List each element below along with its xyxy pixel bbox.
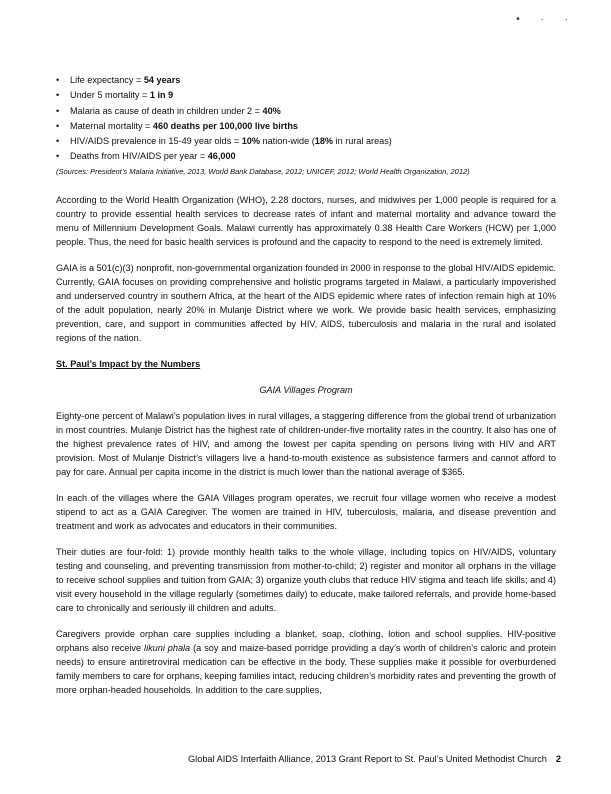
paragraph-caregivers: In each of the villages where the GAIA Villages program operates, we recruit four village women who receive a modest stipend to act as a GAIA Caregiver. The women are trained in HIV, tuberculosis, malaria, and disease prevention and treatment and work as advocates and educators in their communities.	[56, 492, 556, 531]
paragraph-rural: Eighty-one percent of Malawi’s population lives in rural villages, a staggering difference from the global trend of urbanization in most countries. Mulanje District has the highest rate of children-under-five mortality rates in the country. It also has one of the highest prevalence rates of HIV, and among the lowest per capita spending on persons living with HIV and ART provision. Most of Mulanje District’s villagers live a hand-to-mouth existence as subsistence farmers and cannot afford to pay for care. Annual per capita income in the district is much lower than the national average of $365.	[56, 410, 556, 477]
paragraph-gaia: GAIA is a 501(c)(3) nonprofit, non-governmental organization founded in 2000 in response to the global HIV/AIDS epidemic. Currently, GAIA focuses on providing comprehensive and holistic programs targeted in Malawi, a particularly impoverished and underserved country in southern Africa, at the heart of the AIDS epidemic where rates of infection remain high at 10% of the adult population, nearly 20% in Mulanje District where we work. We provide basic health services, emphasizing prevention, care, and support in communities affected by HIV, AIDS, tuberculosis and malaria in the rural and isolated regions of the nation.	[56, 262, 556, 343]
page-content	[56, 73, 556, 709]
stat-under5-mortality: • Under 5 mortality = 1 in 9	[70, 88, 556, 102]
stat-hiv-deaths: • Deaths from HIV/AIDS per year = 46,000	[70, 149, 556, 163]
paragraph-who: According to the World Health Organization (WHO), 2.28 doctors, nurses, and midwives per 1,000 people is required for a country to provide essential health services to decrease rates of infant and maternal mortality and advance toward the menu of Millennium Development Goals. Malawi currently has approximately 0.38 Health Care Workers (HCW) per 1,000 people. Thus, the need for basic health services is profound and the capacity to respond to the need is extremely limited.	[56, 194, 556, 247]
stat-maternal-mortality: • Maternal mortality = 460 deaths per 100,000 live births	[70, 119, 556, 133]
paragraph-duties: Their duties are four-fold: 1) provide monthly health talks to the whole village, including topics on HIV/AIDS, voluntary testing and counseling, and preventing transmission from mother-to-child; 2) register and monitor all orphans in the village to receive school supplies and tuition from GAIA; 3) organize youth clubs that reduce HIV stigma and teach life skills; and 4) visit every household in the village regularly (sometimes daily) to educate, make tailored referrals, and provide home-based care to chronically and seriously ill children and adults.	[56, 546, 556, 613]
page-footer	[188, 754, 561, 764]
corner-marks: • · ·	[516, 14, 577, 25]
paragraph-supplies: Caregivers provide orphan care supplies including a blanket, soap, clothing, lotion and school supplies. HIV-positive orphans also receive likuni phala (a soy and maize-based porridge providing a day’s worth of children’s caloric and protein needs) to ensure antiretroviral medication can be effective in the body. These supplies make it possible for overburdened family members to care for orphans, keeping families intact, reducing children’s morbidity rates and preventing the growth of more orphan-headed households. In addition to the care supplies,	[56, 628, 556, 695]
stat-malaria: • Malaria as cause of death in children under 2 = 40%	[70, 104, 556, 118]
sources-citation: (Sources: President’s Malaria Initiative, 2013, World Bank Database, 2012; UNICEF, 2012; World Health Organization, 2012)	[56, 166, 470, 176]
program-subheading: GAIA Villages Program	[259, 384, 353, 395]
page-number: 2	[555, 754, 561, 764]
stat-life-expectancy: • Life expectancy = 54 years	[70, 73, 556, 87]
statistics-list	[56, 73, 556, 163]
footer-text: Global AIDS Interfaith Alliance, 2013 Grant Report to St. Paul’s United Methodist Church	[188, 754, 547, 764]
stat-hiv-prevalence: • HIV/AIDS prevalence in 15-49 year olds = 10% nation-wide (18% in rural areas)	[70, 134, 556, 148]
section-heading: St. Paul’s Impact by the Numbers	[56, 358, 201, 369]
porridge-term: likuni phala	[144, 642, 191, 653]
